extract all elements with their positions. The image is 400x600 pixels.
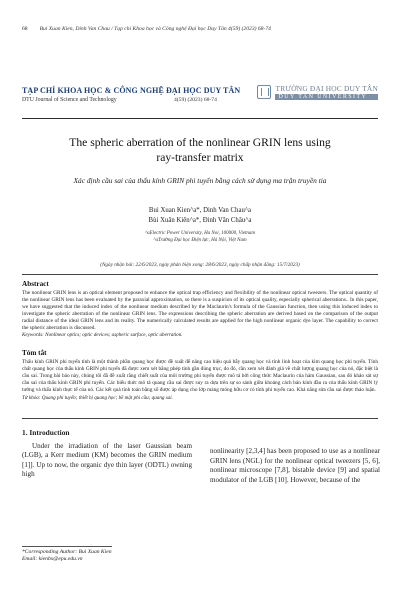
masthead-divider — [22, 118, 378, 119]
title-line-2: ray-transfer matrix — [156, 150, 244, 164]
introduction-text-right: nonlinearity [2,3,4] has been proposed to use as a nonlinear GRIN lens (NGL) for the nonlinear optical tweezers [5, 6], nonlinear microscope [7,8], bistable device [9] and spatial modulator of the LGB [10]. However, because of the — [210, 447, 380, 484]
introduction-text-left: Under the irradiation of the laser Gaussian beam (LGB), a Kerr medium (KM) becomes the GRIN medium [1]]. Up to now, the organic dye thin layer (ODTL) owning high — [22, 441, 192, 479]
article-title — [22, 136, 378, 165]
university-emblem-icon — [257, 85, 271, 99]
introduction-heading: 1. Introduction — [22, 428, 70, 437]
submission-dates: (Ngày nhận bài: 22/6/2023, ngày phản biện xong: 28/6/2023, ngày chấp nhận đăng: 15/7/2023) — [100, 262, 300, 268]
tom-tat-section — [22, 349, 378, 402]
journal-name-vn: TẠP CHÍ KHOA HỌC & CÔNG NGHỆ ĐẠI HỌC DUY TÂN — [22, 86, 241, 95]
corresponding-author: *Corresponding Author: Bui Xuan Kien — [22, 549, 112, 555]
authors-en: Bui Xuan Kien^a*, Dinh Van Chau^a — [148, 207, 252, 214]
author-email: Email: kienbx@epu.edu.vn — [22, 556, 83, 563]
journal-name-en: DTU Journal of Science and Technology — [22, 97, 117, 103]
abstract-text: The nonlinear GRIN lens is an optical element proposed to enhance the optical trap efficiency and flexibility of the nonlinear optical tweezers. The optical quantity of the nonlinear GRIN lens has been evaluated by the paraxial approximation, so there is a suspicion of its optical quality, especially spherical aberrations.. In this paper, we have suggested that the induced index of the nonlinear medium described by the Maclaurin's formula of the Gaussian function, then using this induced index to investigate the spheric aberration of the nonlinear GRIN lens. The expressions describing the spheric aberration are derived based on the comparison of the output radial distance of the ideal GRIN lens and its reality. The numerically calculated results are applied for the high nonlinear organic dye layer. The capability to correct the spheric aberration is discussed. — [22, 290, 378, 331]
keywords-label: Keywords: — [22, 332, 44, 339]
abstract-section — [22, 280, 378, 339]
page-number: 68 — [22, 26, 28, 32]
tu-khoa-value: Quang phi tuyến; thiết bị quang học; bề mặt phi cầu; quang sai. — [41, 394, 173, 401]
university-logo — [257, 84, 378, 100]
keywords-vn — [22, 395, 378, 402]
abstract-top-divider — [22, 274, 378, 275]
authors-vn: Bùi Xuân Kiên^a*, Đinh Văn Châu^a — [148, 216, 252, 224]
footnote-divider — [22, 546, 112, 547]
university-name-en: DUY TAN UNIVERSITY — [275, 94, 378, 100]
journal-masthead — [22, 86, 378, 116]
university-name-vn: TRƯỜNG ĐẠI HỌC DUY TÂN — [275, 84, 378, 93]
author-list — [22, 206, 378, 225]
running-header — [22, 26, 378, 32]
tom-tat-text: Thấu kính GRIN phi tuyến tính là một thành phần quang học được đề xuất để nâng cao hiệu quả bẫy quang học và tính linh hoạt của kìm quang học phi tuyến. Tính chất quang học của thấu kính GRIN phi tuyến đã được xem xét bằng phép tính gần đúng trục, do đó, cần xem xét đánh giá về chất lượng quang học của nó, đặc biệt là cầu sai. Trong bài báo này, chúng tôi đã đề xuất rằng chiết suất của môi trường phi tuyến được mô tả bởi công thức Maclaurin của hàm Gaussian, sau đó khảo sát sự cầu sai của thấu kính GRIN phi tuyến. Các biểu thức mô tả quang cầu sai được suy ra dựa trên sự so sánh giữa khoảng cách bán kính đầu ra của thấu kính GRIN lý tưởng và thấu kính thực tế của nó. Các kết quả tính toán bằng số được áp dụng cho lớp màng mỏng hữu cơ có tính phi tuyến cao. Khả năng sửa cầu sai được thảo luận. — [22, 359, 378, 393]
affiliations — [22, 230, 378, 244]
keywords-value: Nonlinear optics; optic devices; aspheric surface, optic aberration. — [45, 332, 183, 339]
body-column-right — [210, 447, 380, 485]
body-top-divider — [22, 418, 378, 419]
tu-khoa-label: Từ khóa: — [22, 394, 41, 401]
affiliation-vn: ^aTrường Đại học Điện lực, Hà Nội, Việt Nam — [153, 238, 247, 243]
keywords-en — [22, 332, 378, 339]
journal-issue: 4(59) (2023) 68-74 — [174, 97, 217, 103]
body-column-left — [22, 428, 192, 480]
article-subtitle-vn: Xác định cầu sai của thấu kính GRIN phi tuyến bằng cách sử dụng ma trận truyền tia — [73, 176, 327, 185]
running-header-text: Bui Xuan Kien, Dinh Van Chau / Tạp chí Khoa học và Công nghệ Đại học Duy Tân 4(59) (2023) 68-74 — [39, 26, 271, 32]
tom-tat-heading: Tóm tắt — [22, 349, 47, 357]
affiliation-en: ^aElectric Power University, Ha Noi, 100000, Vietnam — [145, 231, 255, 236]
title-line-1: The spheric aberration of the nonlinear GRIN lens using — [69, 136, 331, 149]
abstract-heading: Abstract — [22, 280, 49, 288]
corresponding-author-footnote — [22, 549, 112, 564]
